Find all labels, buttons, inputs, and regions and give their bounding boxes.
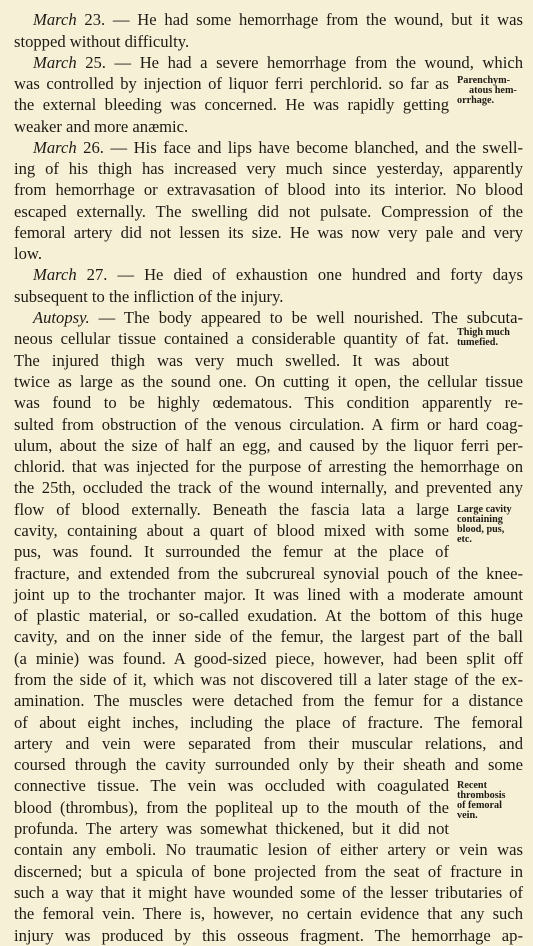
date-lead: March (33, 10, 77, 29)
text-line: discerned; but a spicula of bone projected from the seat of fracture in (14, 862, 523, 881)
text-line: the femoral vein. There is, however, no certain evidence that any such (14, 904, 523, 923)
text-line: amination. The muscles were detached from the femur for a distance (14, 691, 523, 710)
text-line: was controlled by injection of liquor ferri perchlorid. so far as (14, 74, 449, 93)
text-line: Autopsy. — The body appeared to be well nourished. The subcuta- (33, 308, 523, 327)
text-line: weaker and more anæmic. (14, 117, 189, 136)
text-line: blood (thrombus), from the popliteal up to the mouth of the (14, 798, 449, 817)
text-line: twice as large as the sound one. On cutting it open, the cellular tissue (14, 372, 523, 391)
date-lead: March (33, 138, 77, 157)
text-line: subsequent to the infliction of the injury. (14, 287, 284, 306)
margin-note-recent-thrombosis: Recent thrombosis of femoral vein. (457, 780, 506, 821)
margin-note-large-cavity: Large cavity containing blood, pus, etc. (457, 504, 512, 545)
text-line: March 25. — He had a severe hemorrhage from the wound, which (33, 53, 523, 72)
text-line: cavity, containing about a quart of blood mixed with some (14, 521, 449, 540)
text-line: artery and vein were separated from their muscular relations, and (14, 734, 523, 753)
text-line: of about eight inches, including the place of fracture. The femoral (14, 713, 523, 732)
text-line: fracture, and extended from the subcrureal synovial pouch of the knee- (14, 564, 523, 583)
text-line: pus, was found. It surrounded the femur at the place of (14, 542, 449, 561)
text-line: cavity, and on the inner side of the femur, the largest part of the ball (14, 627, 523, 646)
text-line: ing of his thigh has increased very much since yesterday, apparently (14, 159, 523, 178)
text-line: of plastic material, or so-called exudation. At the bottom of this huge (14, 606, 523, 625)
date-lead: March (33, 265, 77, 284)
date-lead: March (33, 53, 77, 72)
text-line: neous cellular tissue contained a considerable quantity of fat. (14, 329, 449, 348)
text-line: connective tissue. The vein was occluded with coagulated (14, 776, 449, 795)
text-line: escaped externally. The swelling did not pulsate. Compression of the (14, 202, 523, 221)
text-line: low. (14, 244, 42, 263)
text-line: The injured thigh was very much swelled. It was about (14, 351, 449, 370)
margin-note-thigh-tumefied: Thigh much tumefied. (457, 327, 510, 348)
text-line: March 23. — He had some hemorrhage from the wound, but it was (33, 10, 523, 29)
section-lead: Autopsy. (33, 308, 90, 327)
text-line: from the side of it, which was not discovered till a later stage of the ex- (14, 670, 523, 689)
text-line: (a minie) was found. A good-sized piece, however, had been split off (14, 649, 523, 668)
margin-note-parenchymatous: Parenchym- atous hem- orrhage. (457, 75, 517, 106)
text-line: joint up to the trochanter major. It was lined with a moderate amount (14, 585, 523, 604)
text-line: coursed through the cavity surrounded only by their sheath and some (14, 755, 523, 774)
text-line: ulum, about the size of half an egg, and caused by the liquor ferri per- (14, 436, 523, 455)
text-line: injury was produced by this osseous fragment. The hemorrhage ap- (14, 926, 523, 945)
text-line: contain any emboli. No traumatic lesion of either artery or vein was (14, 840, 523, 859)
text-line: the 25th, occluded the track of the wound internally, and prevented any (14, 478, 523, 497)
text-line: the external bleeding was concerned. He was rapidly getting (14, 95, 449, 114)
text-line: flow of blood externally. Beneath the fascia lata a large (14, 500, 449, 519)
text-line: March 26. — His face and lips have become blanched, and the swell- (33, 138, 523, 157)
text-line: March 27. — He died of exhaustion one hundred and forty days (33, 265, 523, 284)
text-line: such a way that it might have wounded some of the lesser tributaries of (14, 883, 523, 902)
text-line: from hemorrhage or extravasation of blood into its interior. No blood (14, 180, 523, 199)
text-line: femoral artery did not lessen its size. He was now very pale and very (14, 223, 523, 242)
text-line: stopped without difficulty. (14, 32, 190, 51)
text-line: profunda. The artery was somewhat thickened, but it did not (14, 819, 449, 838)
text-line: was found to be highly œdematous. This condition apparently re- (14, 393, 523, 412)
text-line: sulted from obstruction of the venous circulation. A firm or hard coag- (14, 415, 523, 434)
text-line: chlorid. that was injected for the purpose of arresting the hemorrhage on (14, 457, 523, 476)
